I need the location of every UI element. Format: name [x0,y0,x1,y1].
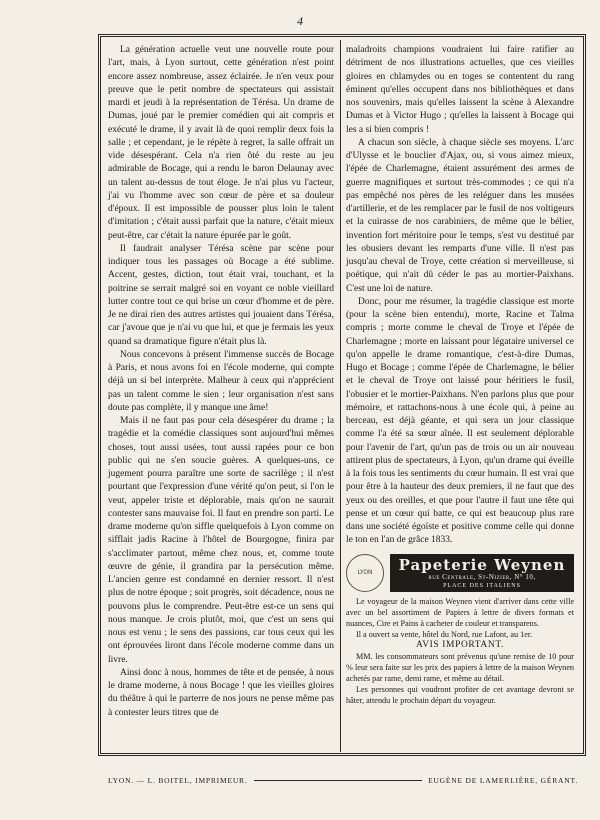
page-number: 4 [297,14,303,28]
left-column [108,44,334,720]
right-paragraph-1: maladroits champions voudraient lui faire ratifier au détriment de nos illustrations actuelles, que ces vieilles gloires en chlamydes ou en toges se contentent du rang éminent qu'elles occupent dans nos bibliothèques et dans nos souvenirs, mais qu'elles laissent la scène à Alexandre Dumas et à Victor Hugo ; qu'elles la laissent à Bocage qui les a si bien compris ! [346,45,574,135]
printer-credit: LYON. — L. BOITEL, IMPRIMEUR. [108,776,248,785]
footer-rule [254,780,423,781]
column-divider [340,40,341,752]
imprint-footer [108,776,578,785]
left-paragraph-1: La génération actuelle veut une nouvelle route pour l'art, mais, à Lyon surtout, cette génération n'est point encore assez nombreuse, assez éclairée. Je n'en veux pour preuve que le petit nombre de spectateurs qui assistait mardi et jeudi à la représentation de Térésa. Un drame de Dumas, joué par le premier comédien qui ait compris et exécuté le drame, il y avait là de quoi remplir deux fois la salle ; et cependant, je le répète à regret, la salle offrait un vide désespérant. Cela n'a rien ôté du reste au jeu admirable de Bocage, qui a rendu le baron Delaunay avec un talent au-dessus de tout éloge. Je n'ai plus vu l'acteur, j'ai vu l'homme avec son cœur de père et sa douleur d'époux. Il est impossible de pousser plus loin le talent d'imitation ; c'était aussi parfait que la nature, c'était mieux peut-être, car c'était la nature épurée par le goût. [108,45,334,241]
notice-paragraph-1: MM. les consommateurs sont prévenus qu'une remise de 10 pour % leur sera faite sur les prix des papiers à lettre de la maison Weynen achetés par rame, demi rame, et même au détail. [346,651,574,683]
advertisement-header [346,554,574,592]
manager-credit: EUGÈNE DE LAMERLIÈRE, GÉRANT. [428,776,578,785]
notice-heading: AVIS IMPORTANT. [415,639,505,650]
ad-paragraph-2: Il a ouvert sa vente, hôtel du Nord, rue Lafont, au 1er. [356,629,533,639]
postal-stamp: LYON [346,554,384,592]
banner-title: Papeterie Weynen [398,555,566,574]
ad-paragraph-1: Le voyageur de la maison Weynen vient d'arriver dans cette ville avec un bel assortiment de Papiers à lettre de divers formats et nuances, Cire et Pains à cacheter de couleur et transparens. [346,596,574,628]
advertisement-banner [390,554,574,592]
left-paragraph-4: Mais il ne faut pas pour cela désespérer du drame ; la tragédie et la comédie classiques sont aujourd'hui mêmes choses, tout aussi usées, tout aussi rapées pour ce bon public qui ne s'en soucie guères. A quelques-uns, ce jugement pourra paraître une sorte de sacrilège ; il n'est pourtant que l'expression d'une vérité qu'on peut, si l'on le veut, appeler triste et déplorable, mais qu'on ne saurait contester sans mauvaise foi. Il faut en prendre son parti. Le drame moderne qu'on siffle quelquefois à Lyon comme on sifflait jadis Racine à l'hôtel de Bourgogne, finira par s'acclimater partout, même chez nous, et, comme toute œuvre de génie, il grandira par la persécution même. L'ancien genre est condamné en dernier ressort. Il n'est plus de notre époque ; soit progrès, soit décadence, nous ne pouvons plus le comprendre. Peut-être est-ce un sens qui nous manque. Je crois plutôt, moi, que c'est un sens qui nous est venu ; le sens des passions, car tous ceux qui les ont éprouvées liront dans l'école moderne comme dans un livre. [108,416,334,665]
right-paragraph-2: A chacun son siècle, à chaque siècle ses moyens. L'arc d'Ulysse et le bouclier d'Ajax, ou, si vous aimez mieux, l'épée de Charlemagne, étaient assurément des armes de guerre magnifiques et surtout très-commodes ; ce qui n'a pas empêché nos pères de les reléguer dans les musées d'artillerie, et de les remplacer par le fusil de nos voltigeurs et la cuirasse de nos carabiniers, de même que le bélier, invention fort méritoire pour le temps, s'est vu destitué par les obusiers devant les remparts d'une ville. Il n'est pas jusqu'au cheval de Troye, cette création si merveilleuse, si poétique, qui n'ait dû céder le pas au mortier-Paixhans. C'est une loi de nature. [346,137,574,294]
advertisement-body [346,596,574,706]
right-column [346,44,574,706]
left-paragraph-5: Ainsi donc à nous, hommes de tête et de pensée, à nous le drame moderne, à nous Bocage ! que les vieilles gloires du théâtre à qui le parterre de nos jours ne pense même pas à contester leurs titres que de [108,667,334,718]
left-paragraph-3: Nous concevons à présent l'immense succès de Bocage à Paris, et nous avons foi en l'école moderne, qui compte déjà un si bel interprète. Malheur à ceux qui n'apprécient pas un talent comme le sien ; leur organisation n'est sans doute pas complète, il y manque une âme! [108,349,334,413]
notice-paragraph-2: Les personnes qui voudront profiter de cet avantage devront se hâter, attendu le prochain départ du voyageur. [346,684,574,705]
left-paragraph-2: Il faudrait analyser Térésa scène par scène pour indiquer tous les passages où Bocage a été sublime. Accent, gestes, diction, tout était vrai, touchant, et la poitrine se serrait malgré soi en voyant ce noble vieillard lutter contre tout ce qui brise un cœur d'homme et de père. Je ne dirai rien des autres artistes qui jouaient dans Térésa, car j'avoue que je n'ai vu que lui, et que je fermais les yeux quand sa dramatique figure n'était plus là. [108,243,334,347]
banner-place: PLACE DES ITALIENS [443,582,521,589]
right-paragraph-3: Donc, pour me résumer, la tragédie classique est morte (pour la scène bien entendu), morte, Racine et Talma compris ; morte comme le cheval de Troye et l'épée de Charlemagne ; morte en laissant pour légataire universel ce qu'on appelle le drame romantique, c'est-à-dire Dumas, Hugo et Bocage ; comme l'épée de Charlemagne, le bélier et le cheval de Troye ont laissé pour héritiers le fusil, l'obusier et le mortier-Paixhans. N'en parlons plus que pour mémoire, et rattachons-nous à une école qui, à peine au berceau, est déjà géante, et qui sera un jour classique comme l'a été sa sœur aînée. Il est seulement déplorable pour l'avenir de l'art, qu'un pas de trois ou un air nouveau attirent plus de spectateurs, à Lyon, qu'un drame qui éveille à la fois tous les sentiments du cœur humain. Il est vrai que pour être à la hauteur des deux premiers, il ne faut que des yeux ou des oreilles, et que pour l'autre il faut une tête qui pense et un cœur qui batte, ce qui est beaucoup plus rare dans une société égoïste et positive comme celle qui donne le ton en l'an de grâce 1833. [346,296,574,546]
advertisement [346,552,574,706]
banner-address: rue Centrale, St-Nizier, N° 10, [428,572,536,581]
